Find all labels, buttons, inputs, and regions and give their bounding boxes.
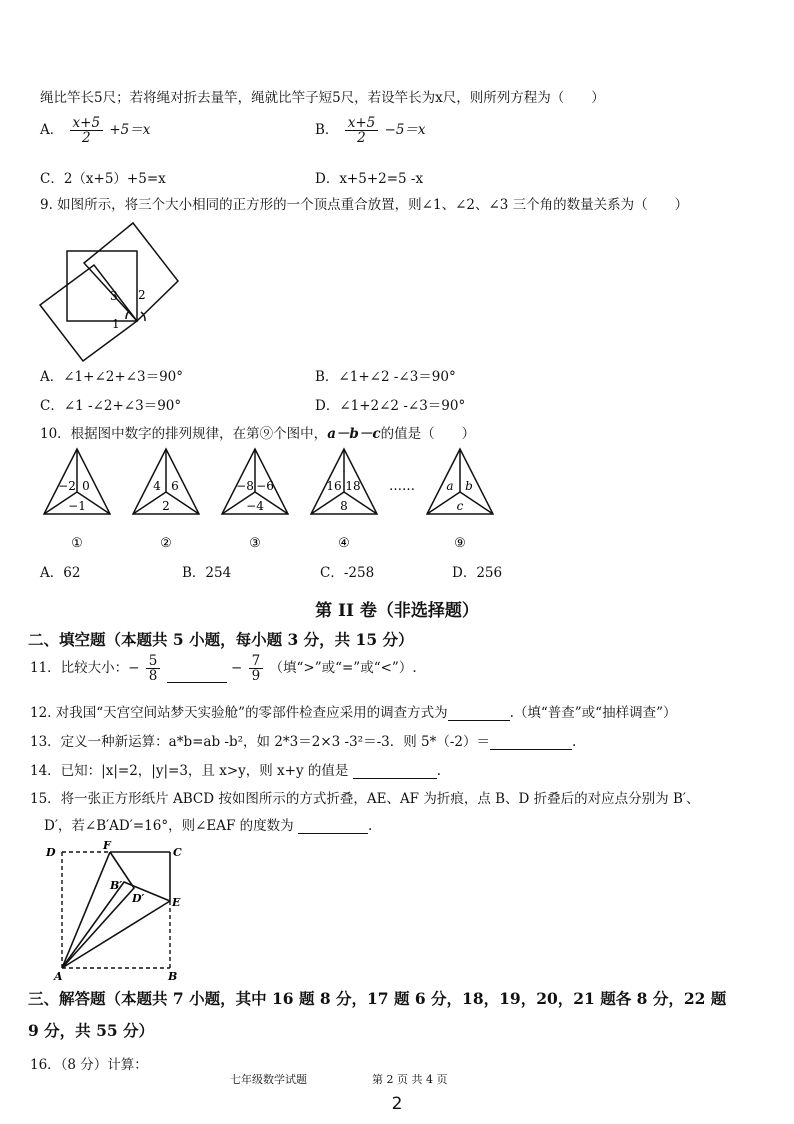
footer-subject: 七年级数学试题 (230, 1073, 307, 1086)
t2-left: 4 (153, 479, 161, 493)
section2-title: 二、填空题（本题共 5 小题，每小题 3 分，共 15 分） (28, 630, 414, 649)
t9-bottom: c (456, 499, 464, 513)
q12-answer-blank (448, 720, 510, 721)
t1-bottom: −1 (68, 499, 86, 513)
q15-fold-figure (40, 838, 200, 983)
q12: 12. 对我国“天宫空间站梦天实验舱”的零部件检查应采用的调查方式为 .（填“普查”或“抽样调查”） (30, 705, 677, 721)
label-e: E (172, 896, 181, 909)
t1-right: 0 (82, 479, 90, 493)
q15-line2: D′，若∠B′AD′=16°，则∠EAF 的度数为 . (44, 818, 373, 834)
square-rotated-left (40, 265, 137, 361)
angle-label-3: 3 (110, 289, 118, 303)
label-f: F (103, 839, 111, 852)
q10-option-b: B．254 (182, 565, 232, 581)
q10-triangles-figure (40, 444, 500, 556)
t4-label: ④ (338, 536, 350, 551)
footer-page-info: 第 2 页 共 4 页 (372, 1073, 448, 1086)
q10-option-a: A．62 (40, 565, 81, 581)
q16: 16．（8 分）计算： (30, 1057, 148, 1073)
square-rotated-right (84, 223, 178, 321)
q14: 14．已知：|x|=2，|y|=3，且 x>y，则 x+y 的值是 . (30, 763, 441, 779)
label-c: C (173, 846, 182, 859)
q8-stem: 绳比竿长5尺；若将绳对折去量竿，绳就比竿子短5尺，若设竿长为x尺，则所列方程为（ ） (40, 90, 605, 106)
fold-af (62, 852, 110, 968)
t4-right: 18 (345, 479, 361, 493)
q8-option-a: A． $\frac{x+5}{2}$ +5＝x (40, 115, 151, 147)
t9-right: b (465, 479, 473, 493)
q9-squares-figure (30, 215, 210, 365)
q14-answer-blank (353, 778, 437, 779)
angle-label-1: 1 (112, 317, 120, 331)
q15-line1: 15．将一张正方形纸片 ABCD 按如图所示的方式折叠，AE、AF 为折痕，点 B、D 折叠后的对应点分别为 B′、 (30, 791, 700, 807)
part2-title: 第 II 卷（非选择题） (315, 601, 479, 621)
t3-left: −8 (236, 479, 254, 493)
q9-option-b: B．∠1+∠2 -∠3＝90° (315, 369, 456, 385)
t9-label: ⑨ (454, 536, 466, 551)
folded-d (62, 852, 134, 968)
angle-label-2: 2 (138, 288, 146, 302)
t4-bottom: 8 (340, 499, 348, 513)
t2-label: ② (160, 536, 172, 551)
q10-option-c: C．-258 (320, 565, 375, 581)
q11-answer-blank (167, 682, 227, 683)
t9-left: a (446, 479, 454, 493)
q13-answer-blank (490, 749, 572, 750)
t3-bottom: −4 (246, 499, 264, 513)
section3-title-line1: 三、解答题（本题共 7 小题，其中 16 题 8 分，17 题 6 分，18，19，20，21 题各 8 分，22 题 (28, 989, 727, 1008)
t3-label: ③ (249, 536, 261, 551)
page-number: 2 (391, 1094, 403, 1114)
q9-option-d: D．∠1+2∠2 -∠3＝90° (315, 398, 466, 414)
label-b-prime: B′ (110, 879, 123, 892)
q8-option-b: B． $\frac{x+5}{2}$ −5＝x (315, 115, 426, 147)
t1-label: ① (71, 536, 83, 551)
q13: 13．定义一种新运算：a*b=ab -b²，如 2*3＝2×3 -3²＝-3．则 5*（-2）＝ . (30, 734, 577, 750)
q11: 11．比较大小：− $\frac{5}{8}$ − $\frac{7}{9}$ （填“>”或“=”或“<”）. (30, 653, 417, 685)
q9-option-c: C．∠1 -∠2+∠3＝90° (40, 398, 182, 414)
t2-right: 6 (171, 479, 179, 493)
q9-option-a: A．∠1+∠2+∠3＝90° (40, 369, 184, 385)
label-d-prime: D′ (132, 892, 145, 905)
label-a: A (54, 970, 63, 983)
q10-stem: 10．根据图中数字的排列规律，在第⑨个图中，a－b－c的值是（ ） (40, 426, 476, 442)
section3-title-line2: 9 分，共 55 分） (28, 1021, 155, 1040)
q15-answer-blank (298, 833, 368, 834)
q10-option-d: D．256 (452, 565, 503, 581)
t4-left: 16 (326, 479, 342, 493)
label-b: B (168, 970, 178, 983)
q8-option-d: D．x+5+2=5 -x (315, 171, 424, 187)
q9-stem: 9. 如图所示，将三个大小相同的正方形的一个顶点重合放置，则∠1、∠2、∠3 三个角的数量关系为（ ） (40, 197, 689, 213)
t2-bottom: 2 (162, 499, 170, 513)
t1-left: −2 (58, 479, 76, 493)
q10-ellipsis: …… (389, 479, 415, 494)
fold-ae (62, 901, 170, 968)
folded-b (62, 882, 170, 968)
q8-option-c: C．2（x+5）+5=x (40, 171, 166, 187)
label-d: D (46, 846, 56, 859)
t3-right: −6 (256, 479, 274, 493)
